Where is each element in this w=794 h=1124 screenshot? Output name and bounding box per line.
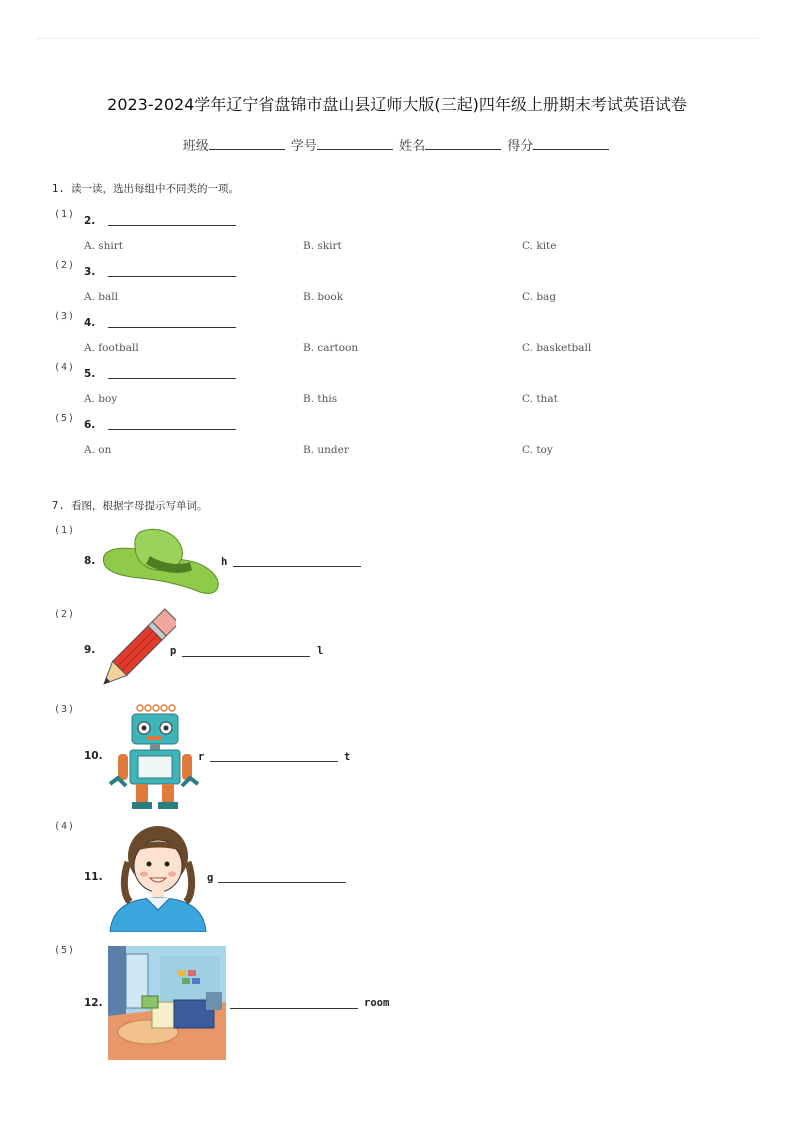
question-number: 5.: [84, 368, 96, 380]
section1-heading: 1. 读一读，选出每组中不同类的一项。: [52, 183, 239, 195]
sub-number: (5): [54, 945, 76, 956]
section2-heading: 7. 看图，根据字母提示写单词。: [52, 500, 208, 512]
letter-hint: r: [198, 751, 205, 763]
answer-blank[interactable]: [108, 225, 236, 226]
question-number: 6.: [84, 419, 96, 431]
letter-hint-end: l: [317, 645, 324, 657]
option-a[interactable]: A. ball: [84, 291, 118, 303]
answer-blank[interactable]: [182, 656, 310, 657]
option-a[interactable]: A. on: [84, 444, 112, 456]
bedroom-image: [108, 946, 226, 1060]
page-title: 2023-2024学年辽宁省盘锦市盘山县辽师大版(三起)四年级上册期末考试英语试卷: [107, 95, 687, 114]
sub-number: (4): [54, 821, 76, 832]
option-c[interactable]: C. that: [522, 393, 558, 405]
option-a[interactable]: A. boy: [84, 393, 118, 405]
pencil-image: [100, 608, 176, 692]
option-a[interactable]: A. shirt: [84, 240, 124, 252]
question-number: 4.: [84, 317, 96, 329]
sub-number: (4): [54, 362, 76, 373]
question-number: 9.: [84, 644, 96, 656]
answer-blank[interactable]: [108, 327, 236, 328]
option-b[interactable]: B. skirt: [303, 240, 342, 252]
number-blank[interactable]: [317, 137, 393, 150]
question-number: 3.: [84, 266, 96, 278]
option-b[interactable]: B. book: [303, 291, 344, 303]
letter-hint: g: [207, 872, 214, 884]
letter-hint: h: [221, 556, 228, 568]
option-c[interactable]: C. bag: [522, 291, 557, 303]
question-number: 2.: [84, 215, 96, 227]
sub-number: (3): [54, 704, 76, 715]
sub-number: (1): [54, 209, 76, 220]
score-blank[interactable]: [533, 137, 609, 150]
answer-blank[interactable]: [233, 566, 361, 567]
letter-hint: p: [170, 645, 177, 657]
letter-hint-end: t: [344, 751, 351, 763]
name-label: 姓名: [399, 139, 426, 154]
option-b[interactable]: B. cartoon: [303, 342, 359, 354]
name-blank[interactable]: [425, 137, 501, 150]
option-a[interactable]: A. football: [84, 342, 139, 354]
option-c[interactable]: C. kite: [522, 240, 557, 252]
class-blank[interactable]: [209, 137, 285, 150]
question-number: 11.: [84, 871, 103, 883]
answer-blank[interactable]: [210, 761, 338, 762]
answer-blank[interactable]: [108, 276, 236, 277]
score-label: 得分: [507, 139, 534, 154]
question-number: 10.: [84, 750, 103, 762]
option-b[interactable]: B. this: [303, 393, 338, 405]
robot-image: [106, 702, 205, 810]
option-c[interactable]: C. basketball: [522, 342, 592, 354]
student-info-line: [0, 135, 794, 154]
option-b[interactable]: B. under: [303, 444, 349, 456]
question-number: 8.: [84, 555, 96, 567]
answer-blank[interactable]: [230, 1008, 358, 1009]
sub-number: (1): [54, 525, 76, 536]
number-label: 学号: [290, 139, 317, 154]
sub-number: (2): [54, 609, 76, 620]
answer-blank[interactable]: [218, 882, 346, 883]
sub-number: (3): [54, 311, 76, 322]
hat-image: [100, 526, 224, 598]
class-label: 班级: [182, 139, 209, 154]
question-number: 12.: [84, 997, 103, 1009]
sub-number: (5): [54, 413, 76, 424]
answer-blank[interactable]: [108, 429, 236, 430]
girl-image: [106, 822, 210, 932]
sub-number: (2): [54, 260, 76, 271]
letter-hint-end: room: [364, 997, 390, 1009]
option-c[interactable]: C. toy: [522, 444, 553, 456]
answer-blank[interactable]: [108, 378, 236, 379]
top-divider: [36, 38, 758, 39]
